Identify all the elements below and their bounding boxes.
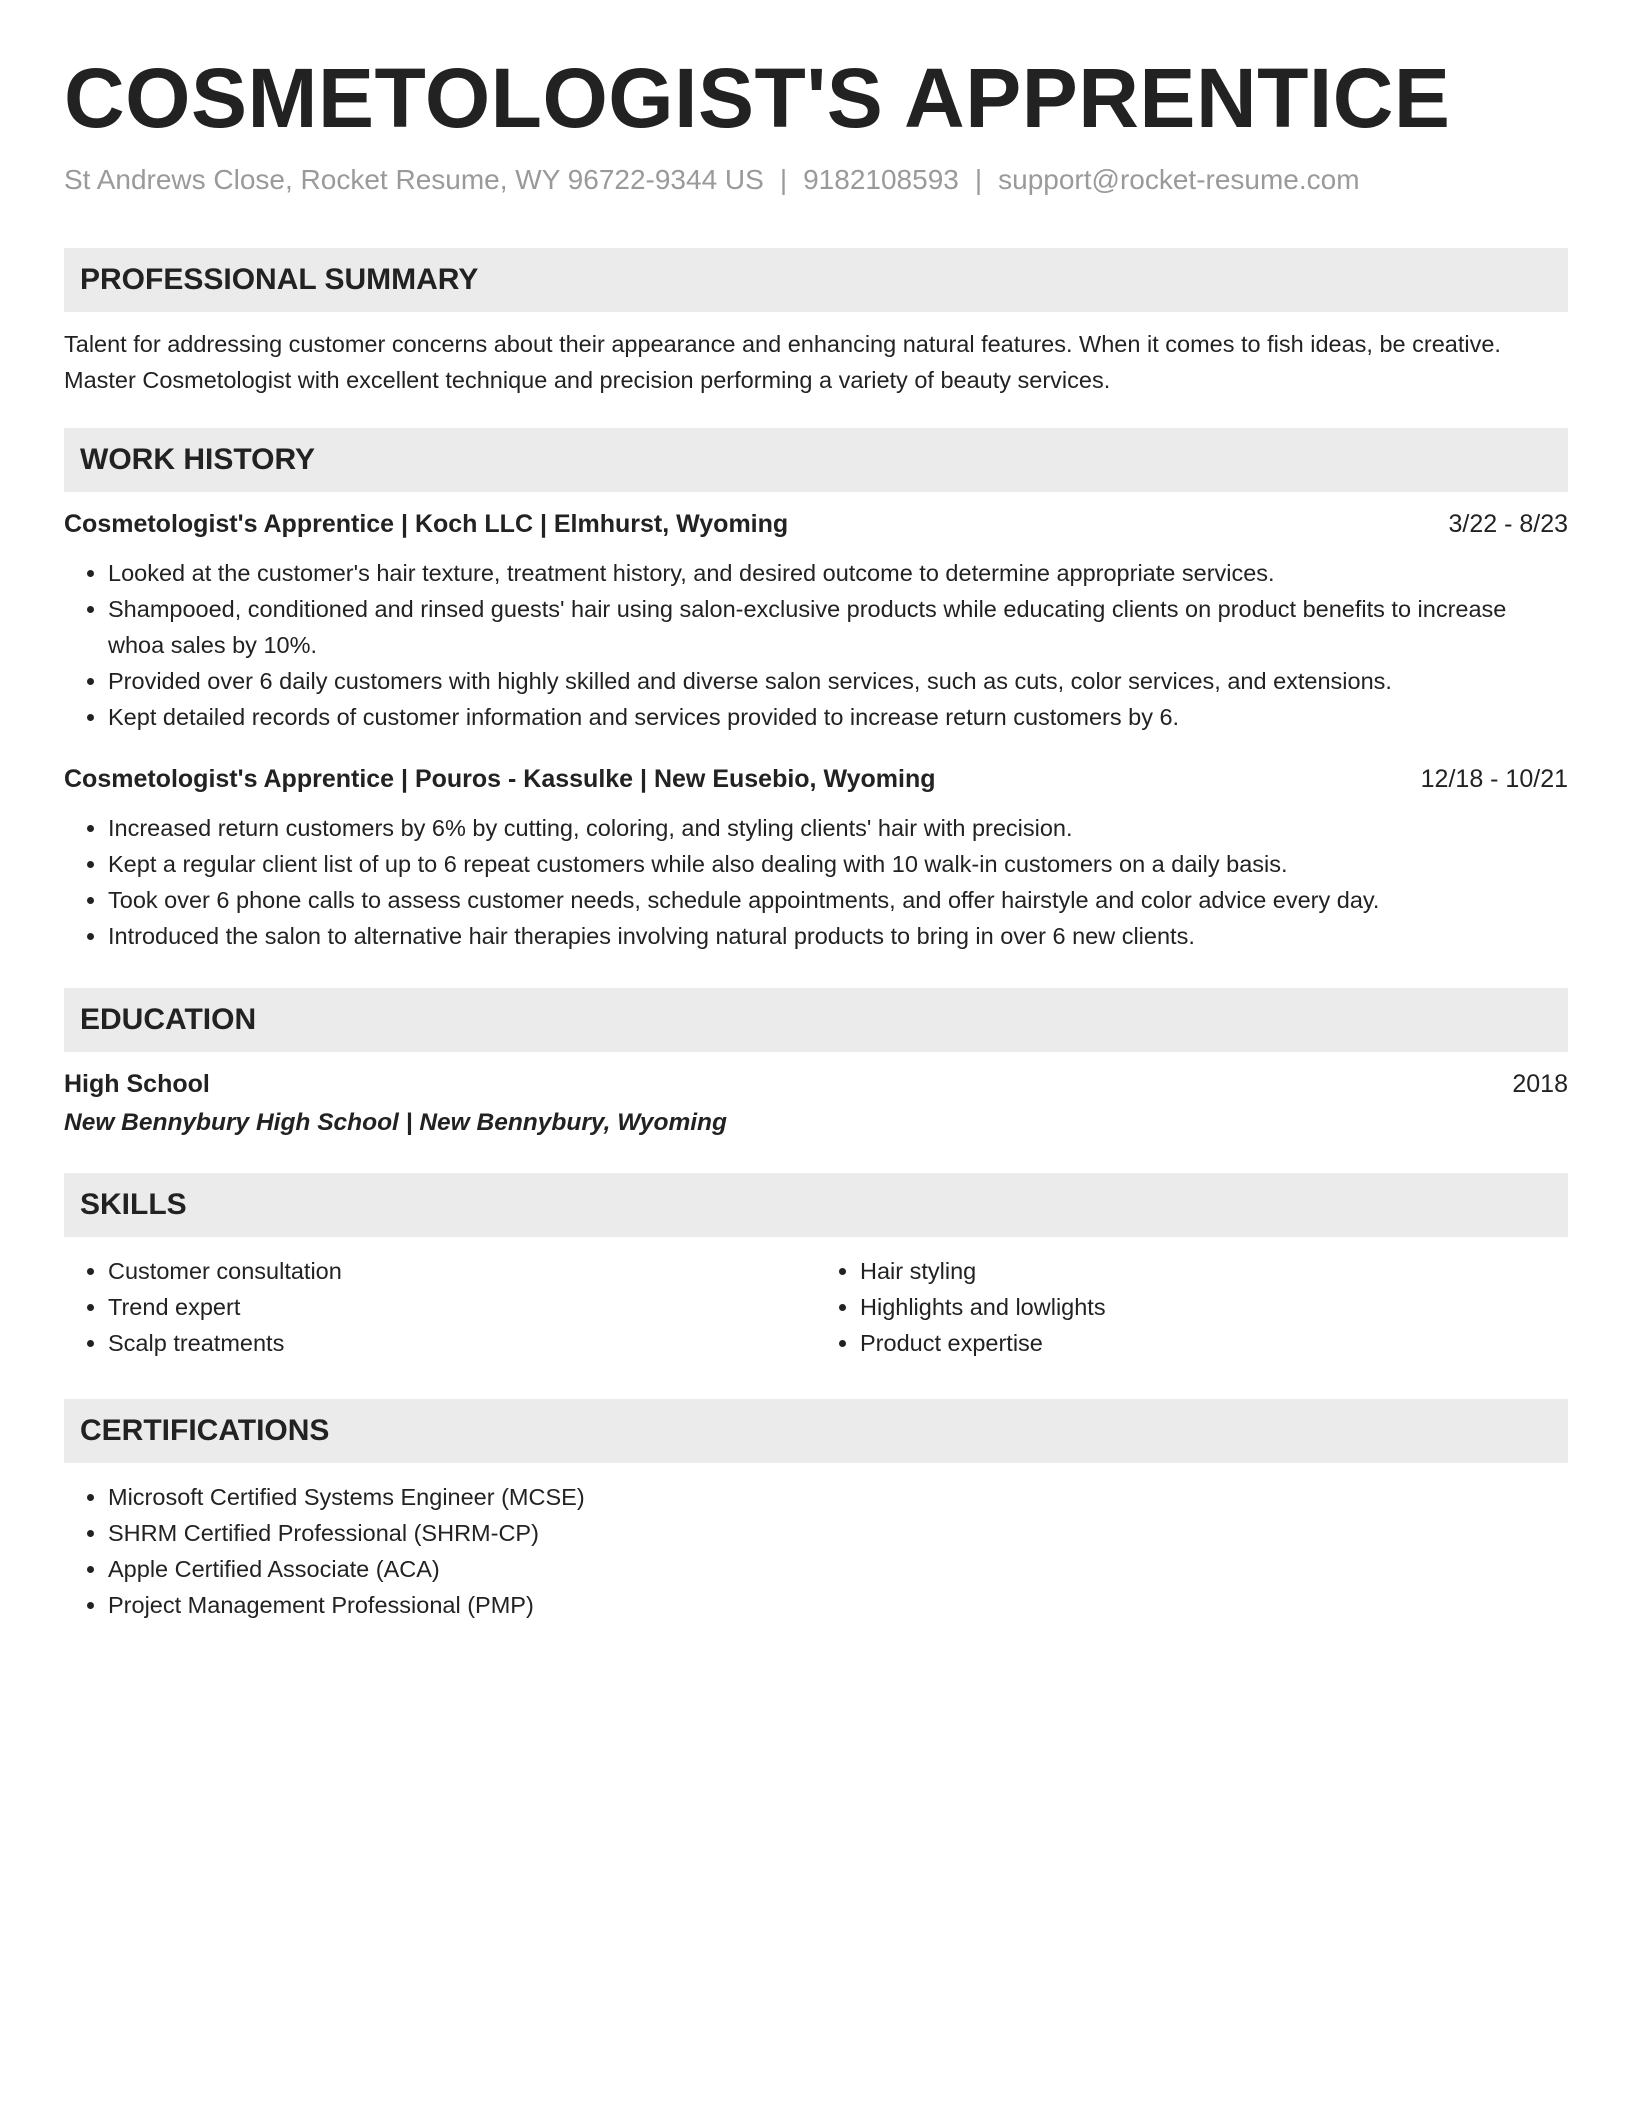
- education-school: New Bennybury High School | New Bennybury, Wyoming: [64, 1109, 727, 1137]
- contact-line: [64, 164, 1568, 196]
- education-header: [64, 1070, 1568, 1099]
- education-degree: High School: [64, 1070, 210, 1099]
- skill-item: • Scalp treatments: [108, 1325, 816, 1361]
- job-dates: 3/22 - 8/23: [1448, 510, 1568, 539]
- job-title: Cosmetologist's Apprentice | Koch LLC | Elmhurst, Wyoming: [64, 510, 789, 539]
- skills-list-right: [816, 1253, 1568, 1361]
- contact-email: support@rocket-resume.com: [998, 164, 1360, 196]
- section-header-skills: SKILLS: [64, 1173, 1568, 1237]
- job-bullets: [64, 810, 1568, 954]
- job-dates: 12/18 - 10/21: [1420, 765, 1568, 794]
- job-bullet: • Provided over 6 daily customers with highly skilled and diverse salon services, such as cuts, color services, and extensions.: [108, 663, 1568, 699]
- job-entry: [64, 765, 1568, 954]
- skill-item: • Product expertise: [860, 1325, 1568, 1361]
- education-entry: [64, 1070, 1568, 1137]
- job-bullet: • Introduced the salon to alternative hair therapies involving natural products to bring in over 6 new clients.: [108, 918, 1568, 954]
- skill-item: • Trend expert: [108, 1289, 816, 1325]
- skill-item: • Customer consultation: [108, 1253, 816, 1289]
- section-header-education: EDUCATION: [64, 988, 1568, 1052]
- contact-address: St Andrews Close, Rocket Resume, WY 96722-9344 US: [64, 164, 764, 196]
- section-header-summary: PROFESSIONAL SUMMARY: [64, 248, 1568, 312]
- certifications-list: [64, 1479, 1568, 1623]
- job-bullet: • Took over 6 phone calls to assess customer needs, schedule appointments, and offer hairstyle and color advice every day.: [108, 882, 1568, 918]
- contact-separator: |: [974, 164, 983, 196]
- contact-separator: |: [779, 164, 788, 196]
- certification-item: • Apple Certified Associate (ACA): [108, 1551, 1568, 1587]
- job-entry: [64, 510, 1568, 735]
- job-bullet: • Shampooed, conditioned and rinsed guests' hair using salon-exclusive products while educating clients on product benefits to increase whoa sales by 10%.: [108, 591, 1568, 663]
- certification-item: • SHRM Certified Professional (SHRM-CP): [108, 1515, 1568, 1551]
- contact-phone: 9182108593: [803, 164, 959, 196]
- skills-grid: [64, 1253, 1568, 1361]
- certification-item: • Project Management Professional (PMP): [108, 1587, 1568, 1623]
- summary-text: Talent for addressing customer concerns about their appearance and enhancing natural features. When it comes to fish ideas, be creative. Master Cosmetologist with excellent technique and precision performing a variety of beauty services.: [64, 331, 1501, 394]
- skills-list-left: [64, 1253, 816, 1361]
- skill-item: • Hair styling: [860, 1253, 1568, 1289]
- job-title: Cosmetologist's Apprentice | Pouros - Kassulke | New Eusebio, Wyoming: [64, 765, 936, 794]
- job-bullet: • Looked at the customer's hair texture, treatment history, and desired outcome to determine appropriate services.: [108, 555, 1568, 591]
- candidate-name: COSMETOLOGIST'S APPRENTICE: [64, 51, 1451, 145]
- job-header: [64, 765, 1568, 794]
- education-year: 2018: [1512, 1070, 1568, 1099]
- job-bullets: [64, 555, 1568, 735]
- section-header-work-history: WORK HISTORY: [64, 428, 1568, 492]
- job-bullet: • Kept detailed records of customer information and services provided to increase return customers by 6.: [108, 699, 1568, 735]
- skill-item: • Highlights and lowlights: [860, 1289, 1568, 1325]
- job-bullet: • Increased return customers by 6% by cutting, coloring, and styling clients' hair with precision.: [108, 810, 1568, 846]
- section-header-certifications: CERTIFICATIONS: [64, 1399, 1568, 1463]
- job-bullet: • Kept a regular client list of up to 6 repeat customers while also dealing with 10 walk-in customers on a daily basis.: [108, 846, 1568, 882]
- certification-item: • Microsoft Certified Systems Engineer (MCSE): [108, 1479, 1568, 1515]
- job-header: [64, 510, 1568, 539]
